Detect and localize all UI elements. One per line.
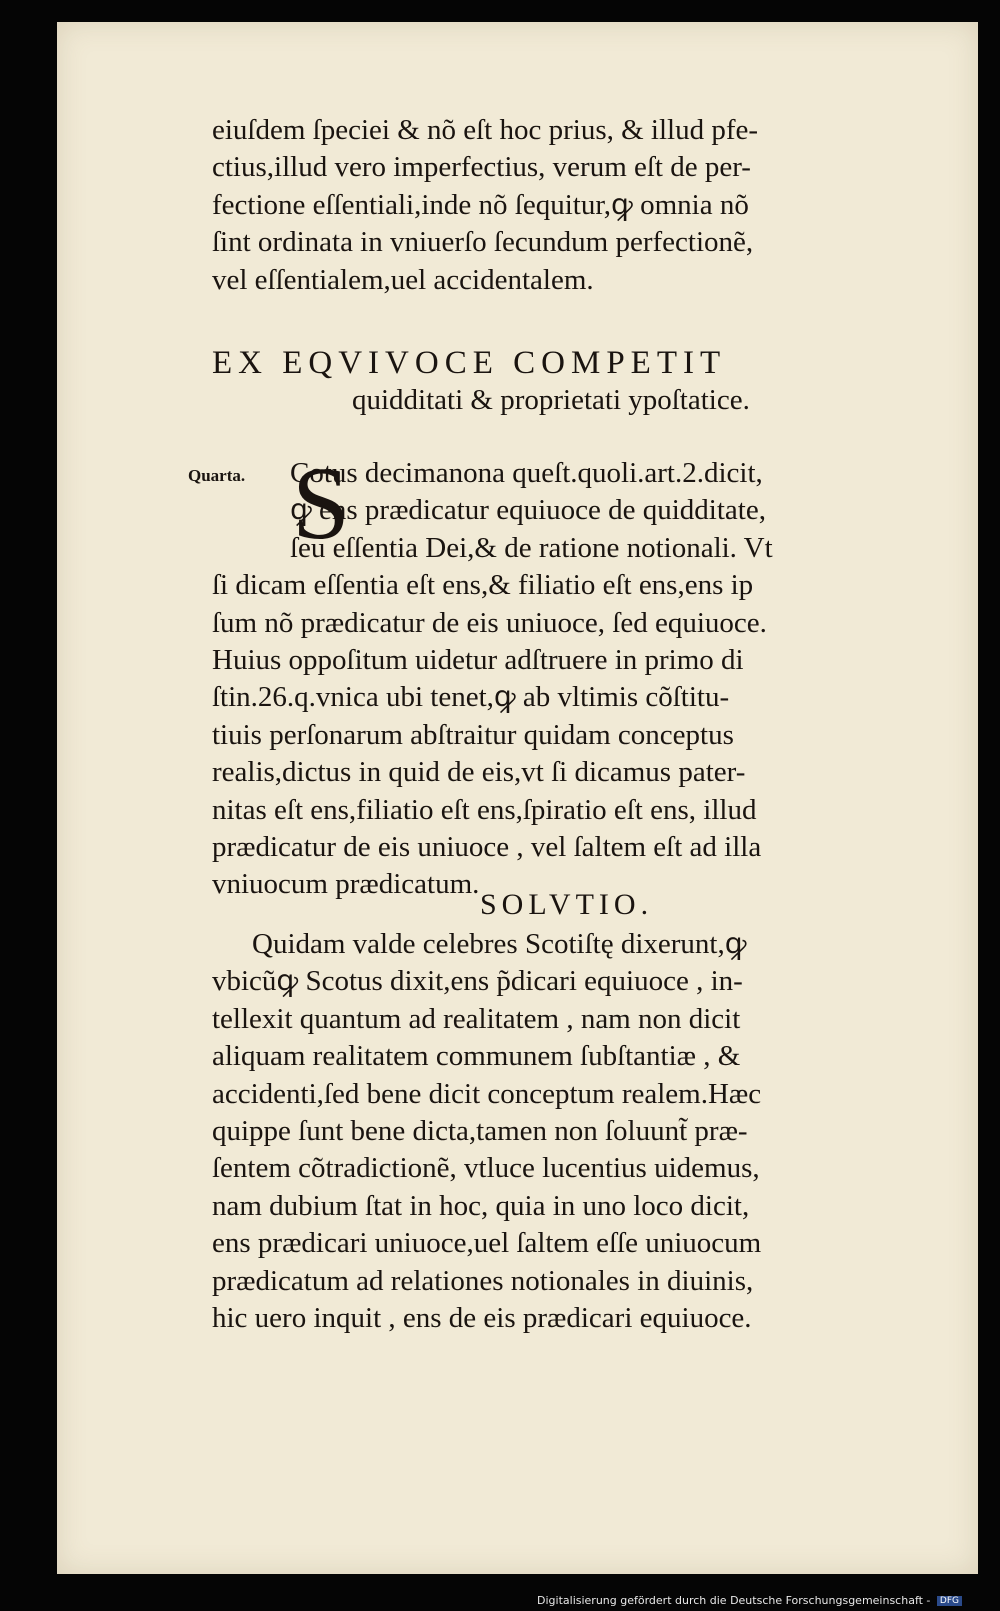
text-line: ctius,illud vero imperfectius, verum eſt de per- — [212, 151, 751, 184]
text-line: Huius oppoſitum uidetur adſtruere in primo di — [212, 644, 744, 677]
text-line: prædicatum ad relationes notionales in diuinis, — [212, 1264, 754, 1297]
text-line: realis,dictus in quid de eis,vt ſi dicamus pater- — [212, 756, 746, 789]
text-line: quippe ſunt bene dicta,tamen non ſoluunt̃ præ- — [212, 1115, 748, 1148]
solutio-heading: SOLVTIO. — [480, 888, 654, 921]
paragraph-2 — [212, 455, 957, 904]
section-heading: EX EQVIVOCE COMPETIT — [212, 345, 727, 381]
dfg-logo: DFG — [937, 1596, 962, 1606]
text-line: ens prædicari uniuoce,uel ſaltem eſſe uniuocum — [212, 1227, 762, 1260]
footer-credit — [537, 1594, 962, 1607]
text-line: tiuis perſonarum abſtraitur quidam conceptus — [212, 718, 734, 751]
text-line: Quidam valde celebres Scotiſtę dixerunt,ꝙ — [252, 928, 747, 960]
text-line: ſentem cõtradictionẽ, vtluce lucentius uidemus, — [212, 1152, 760, 1185]
drop-capital: S — [292, 446, 350, 561]
text-line: vel eſſentialem,uel accidentalem. — [212, 263, 594, 296]
text-line: nitas eſt ens,filiatio eſt ens,ſpiratio eſt ens, illud — [212, 793, 757, 826]
text-line: ꝙ ens prædicatur equiuoce de quidditate, — [290, 494, 766, 527]
text-line: eiuſdem ſpeciei & nõ eſt hoc prius, & illud pfe- — [212, 114, 759, 146]
text-line: vniuocum prædicatum. — [212, 868, 480, 901]
text-line: hic uero inquit , ens de eis prædicari equiuoce. — [212, 1302, 752, 1335]
text-line: vbicũꝙ Scotus dixit,ens p̃dicari equiuoce , in- — [212, 965, 743, 998]
text-line: fectione eſſentiali,inde nõ ſequitur,ꝙ omnia nõ — [212, 188, 749, 221]
text-line: ſum nõ prædicatur de eis uniuoce, ſed equiuoce. — [212, 606, 767, 639]
paragraph-1 — [212, 112, 957, 299]
text-line: ſint ordinata in vniuerſo ſecundum perfectionẽ, — [212, 226, 754, 259]
text-line: nam dubium ſtat in hoc, quia in uno loco dicit, — [212, 1189, 750, 1222]
footer-credit-text: Digitalisierung gefördert durch die Deutsche Forschungsgemeinschaft - — [537, 1594, 931, 1607]
text-line: ſtin.26.q.vnica ubi tenet,ꝙ ab vltimis cõſtitu- — [212, 681, 730, 714]
marginal-note: Quarta. — [188, 466, 246, 485]
text-line: aliquam realitatem communem ſubſtantiæ , & — [212, 1040, 741, 1073]
text-line: ſi dicam eſſentia eſt ens,& filiatio eſt ens,ens ip — [212, 569, 754, 602]
text-line: tellexit quantum ad realitatem , nam non dicit — [212, 1002, 741, 1035]
text-line: Cotus decimanona queſt.quoli.art.2.dicit, — [290, 457, 763, 489]
text-line: prædicatur de eis uniuoce , vel ſaltem eſt ad illa — [212, 831, 762, 864]
section-subheading: quidditati & proprietati ypoſtatice. — [352, 384, 750, 416]
text-line: ſeu eſſentia Dei,& de ratione notionali. Vt — [290, 531, 773, 564]
text-line: accidenti,ſed bene dicit conceptum realem.Hæc — [212, 1077, 762, 1110]
paragraph-3 — [212, 926, 957, 1337]
